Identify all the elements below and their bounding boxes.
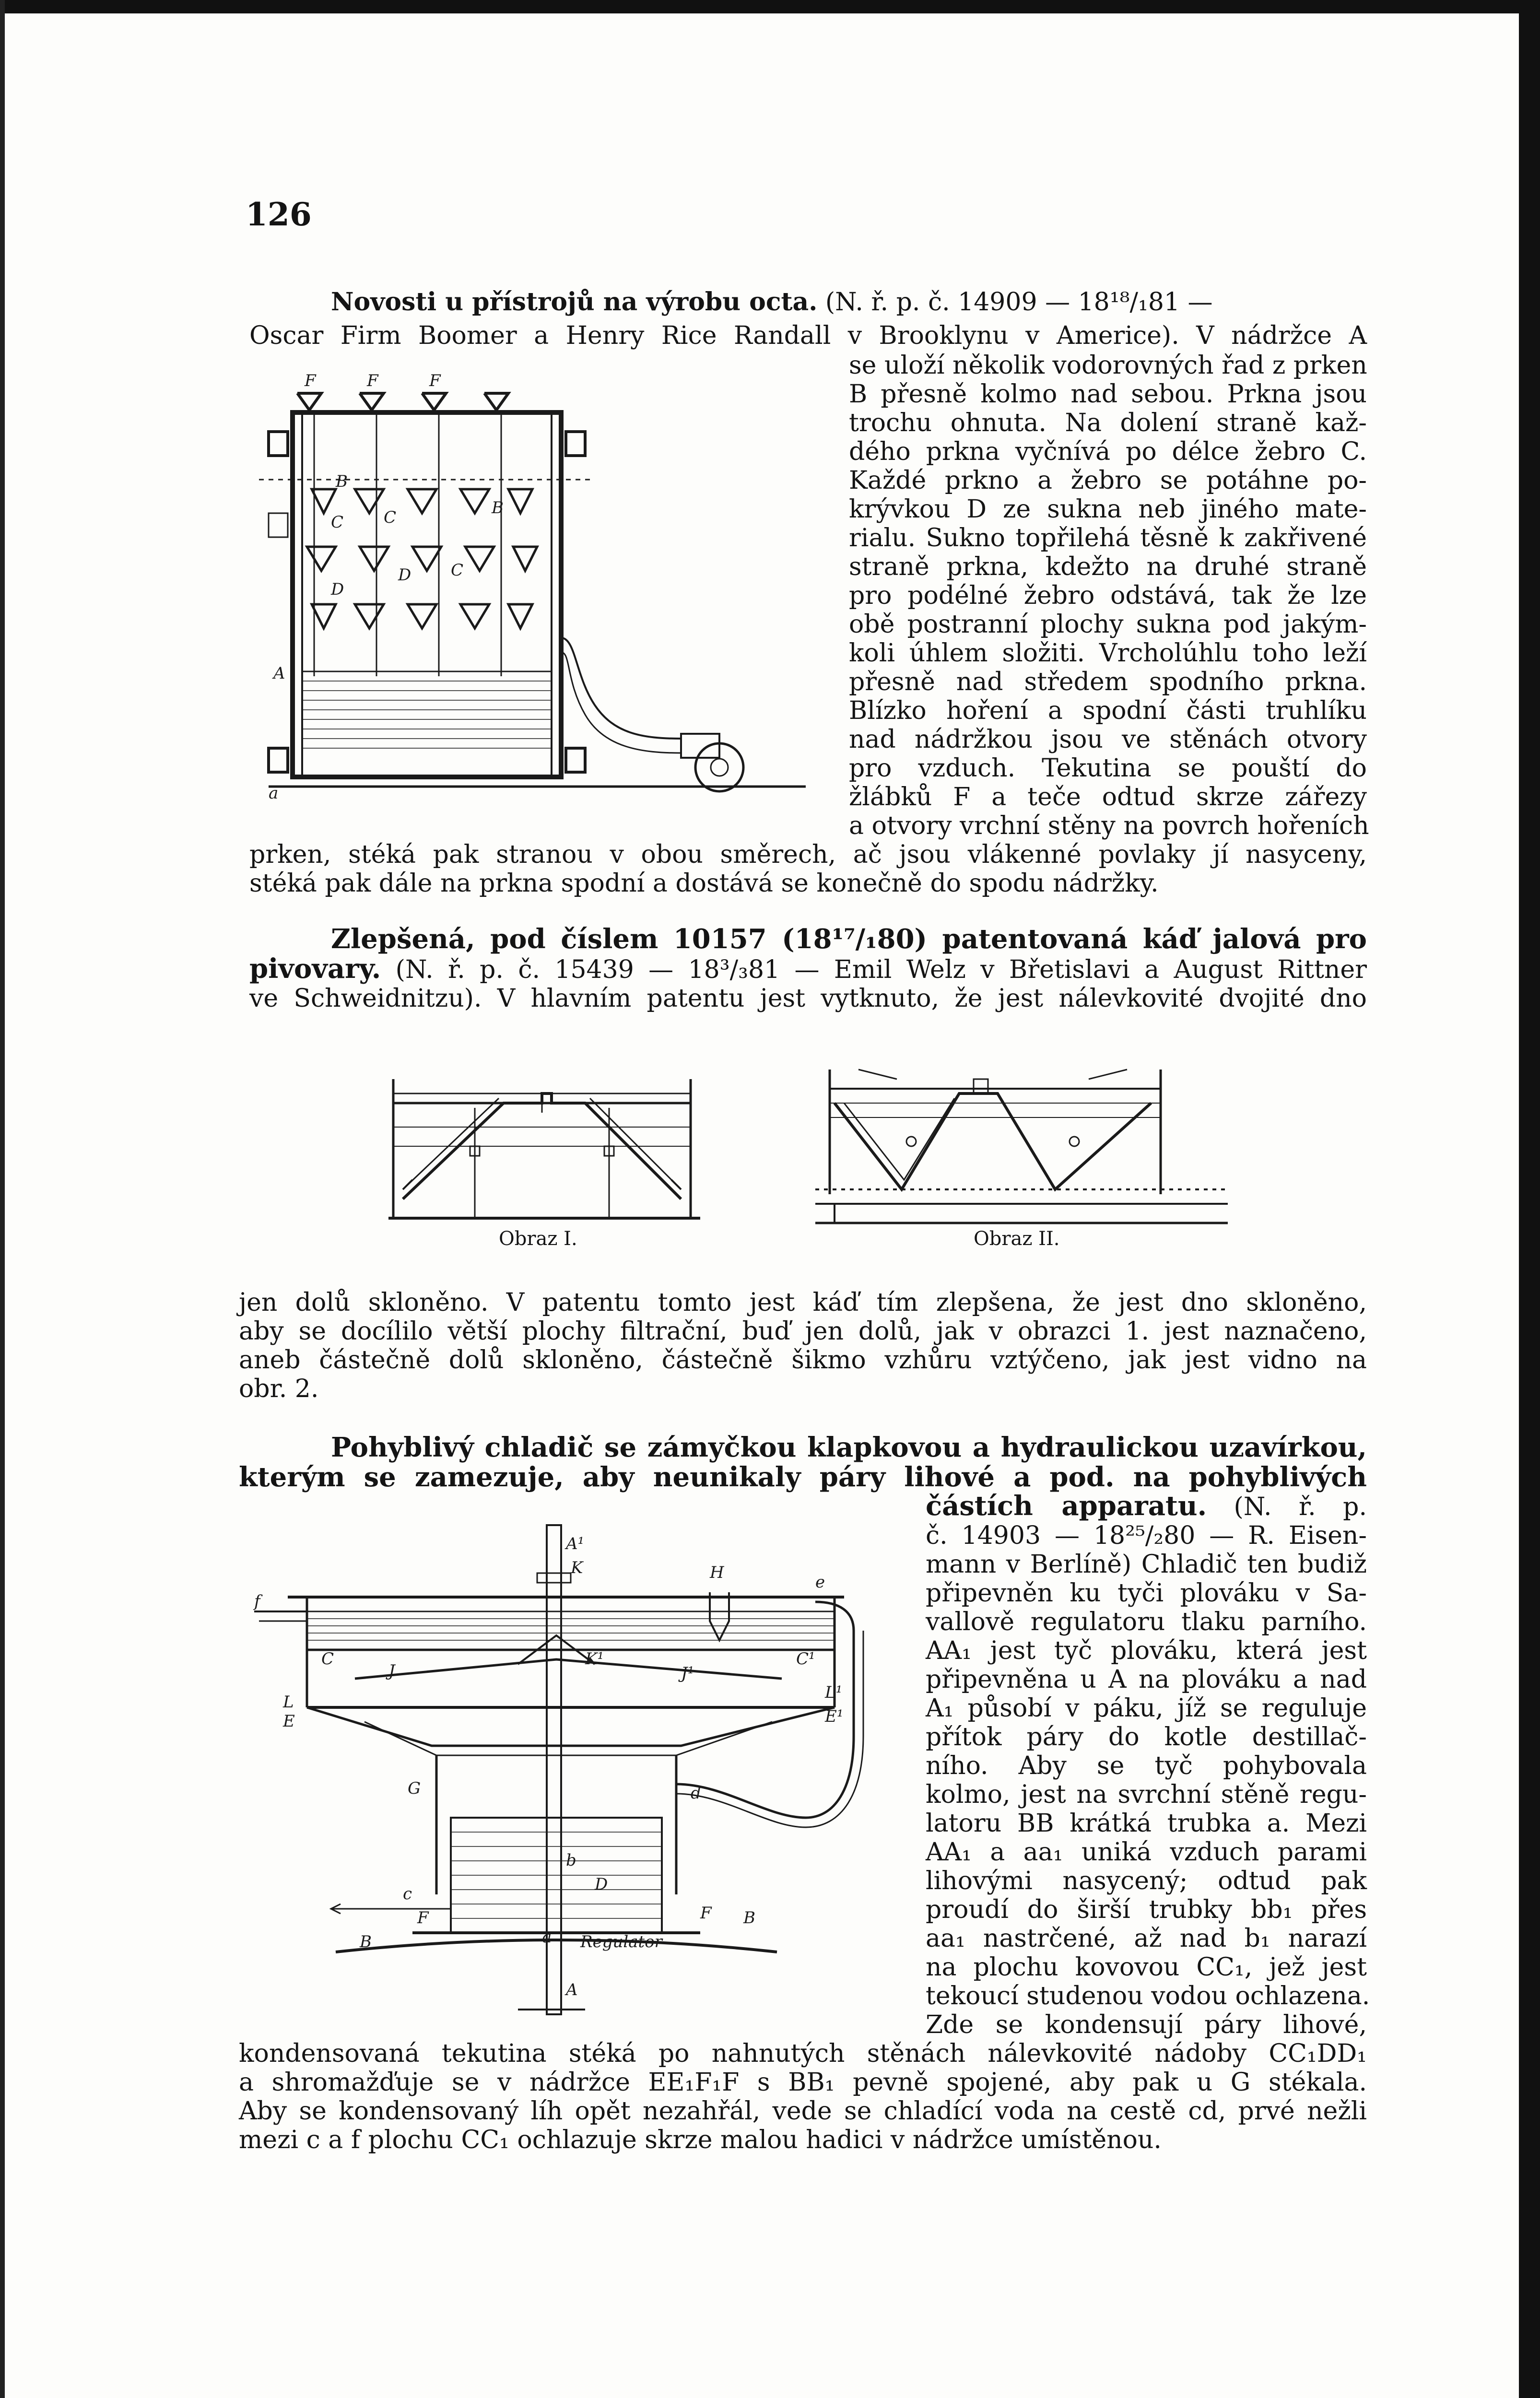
section1-line: trochu ohnuta. Na dolení straně kaž-: [849, 409, 1367, 437]
page-number: 126: [246, 196, 312, 233]
figure-label: b: [566, 1851, 576, 1870]
figure-label: A: [566, 1980, 578, 1999]
figure-label: f: [254, 1592, 260, 1611]
section3-line: kolmo, jest na svrchní stěně regu-: [926, 1780, 1367, 1809]
section2-title-end: pivovary.: [249, 953, 381, 985]
section1-line: pro podélné žebro odstává, tak že lze: [849, 581, 1367, 610]
section2-line: aneb částečně dolů skloněno, částečně šikmo vzhůru vztýčeno, jak jest vidno na: [239, 1346, 1367, 1375]
section1-line: Každé prkno a žebro se potáhne po-: [849, 466, 1367, 495]
figure-label: B: [492, 498, 504, 517]
figure-label: d: [691, 1784, 701, 1803]
section2-line: (N. ř. p. č. 15439 — 18³/₃81 — Emil Welz v Břetislavi a August Rittner: [381, 955, 1367, 984]
section3-line: připevněna u A na plováku a nad: [926, 1665, 1367, 1694]
figure-label: A¹: [566, 1534, 585, 1553]
section1-heading-line: [331, 287, 1367, 317]
figure-label: C¹: [796, 1649, 815, 1669]
section3-line: a shromažďuje se v nádržce EE₁F₁F s BB₁ pevně spojené, aby pak u G stékala.: [239, 2068, 1367, 2097]
section3-line: latoru BB krátká trubka a. Mezi: [926, 1809, 1367, 1838]
figure-label: c: [403, 1884, 412, 1904]
figure-label: L: [283, 1693, 294, 1712]
section1-line: (N. ř. p. č. 14909 — 18¹⁸/₁81 —: [817, 288, 1213, 317]
section2-line: jen dolů skloněno. V patentu tomto jest káď tím zlepšena, že jest dno skloněno,: [239, 1288, 1367, 1317]
figure-label: J¹: [681, 1664, 694, 1683]
figure-label: F: [700, 1904, 712, 1923]
section1-line: obě postranní plochy sukna pod jakým-: [849, 610, 1367, 639]
figure-label: e: [815, 1573, 825, 1592]
vinegar-apparatus-figure: [259, 369, 835, 811]
section1-line: prken, stéká pak stranou v obou směrech, ač jsou vlákenné povlaky jí nasyceny,: [249, 840, 1367, 869]
section1-line: přesně nad středem spodního prkna.: [849, 668, 1367, 696]
figure-label: K: [571, 1558, 583, 1577]
section1-line: žlábků F a teče odtud skrze zářezy: [849, 783, 1367, 811]
section3-title: Pohyblivý chladič se zámyčkou klapkovou a hydraulickou uzavírkou,: [331, 1432, 1367, 1463]
section1-title: Novosti u přístrojů na výrobu octa.: [331, 287, 818, 317]
section1-line: straně prkna, kdežto na druhé straně: [849, 552, 1367, 581]
section1-line: rialu. Sukno topřilehá těsně k zakřivené: [849, 524, 1367, 552]
figure-label: C: [321, 1649, 334, 1669]
condenser-figure: [249, 1520, 911, 2024]
figure-label: Regulator: [580, 1932, 662, 1951]
section1-line: stéká pak dále na prkna spodní a dostává se konečně do spodu nádržky.: [249, 869, 1159, 898]
scan-border-top: [0, 0, 1540, 13]
section1-line: pro vzduch. Tekutina se pouští do: [849, 754, 1367, 783]
section3-line: Aby se kondensovaný líh opět nezahřál, vede se chladící voda na cestě cd, prvé nežli: [239, 2097, 1367, 2126]
section3-line: A₁ působí v páku, jíž se reguluje: [926, 1694, 1367, 1723]
section3-line: Zde se kondensují páry lihové,: [926, 2010, 1367, 2039]
section3-line: aa₁ nastrčené, až nad b₁ narazí: [926, 1924, 1367, 1953]
figure-label: C: [384, 508, 397, 527]
figure-label: F: [417, 1908, 429, 1928]
figure-label: K¹: [585, 1649, 604, 1669]
section3-line: vallově regulatoru tlaku parního.: [926, 1608, 1367, 1636]
figure-caption: Obraz II.: [974, 1228, 1060, 1250]
section3-line: (N. ř. p.: [1207, 1493, 1367, 1521]
section3-line: kondensovaná tekutina stéká po nahnutých stěnách nálevkovité nádoby CC₁DD₁: [239, 2039, 1367, 2068]
section2-line: ve Schweidnitzu). V hlavním patentu jest vytknuto, že jest nálevkovité dvojité dno: [249, 984, 1367, 1013]
section3-title-2: kterým se zamezuje, aby neunikaly páry lihové a pod. na pohyblivých: [239, 1461, 1367, 1493]
section1-line: se uloží několik vodorovných řad z prken: [849, 351, 1367, 380]
figure-label: L¹: [825, 1683, 843, 1702]
figure-obraz-1: [384, 1074, 710, 1237]
figure-label: B: [360, 1932, 372, 1951]
figure-label: E: [283, 1712, 295, 1731]
section3-line: lihovými nasycený; odtud pak: [926, 1867, 1367, 1895]
section1-line: a otvory vrchní stěny na povrch hořeních: [849, 811, 1369, 840]
section3-line: proudí do širší trubky bb₁ přes: [926, 1895, 1367, 1924]
section3-line: připevněn ku tyči plováku v Sa-: [926, 1579, 1367, 1608]
section3-line: č. 14903 — 18²⁵/₂80 — R. Eisen-: [926, 1521, 1367, 1550]
figure-label: C: [451, 561, 464, 580]
figure-label: C: [331, 513, 344, 532]
figure-label: A: [273, 664, 285, 683]
scan-border-right: [1519, 0, 1540, 2398]
section1-line: Oscar Firm Boomer a Henry Rice Randall v Brooklynu v Americe). V nádržce A: [249, 321, 1367, 350]
figure-label: B: [743, 1908, 755, 1928]
scan-border-left: [0, 0, 5, 2398]
section3-line: na plochu kovovou CC₁, jež jest: [926, 1953, 1367, 1982]
section3-line: AA₁ a aa₁ uniká vzduch parami: [926, 1838, 1367, 1867]
figure-label: H: [710, 1563, 724, 1582]
figure-label: B: [336, 472, 348, 491]
figure-label: J: [388, 1661, 395, 1681]
figure-label: D: [398, 565, 411, 585]
section3-line: mezi c a f plochu CC₁ ochlazuje skrze malou hadici v nádržce umístěnou.: [239, 2126, 1162, 2154]
section3-line: ního. Aby se tyč pohybovala: [926, 1751, 1367, 1780]
section1-line: Blízko hoření a spodní části truhlíku: [849, 696, 1367, 725]
section3-line: mann v Berlíně) Chladič ten budiž: [926, 1550, 1367, 1579]
figure-label: G: [408, 1779, 421, 1798]
section1-line: dého prkna vyčnívá po délce žebro C.: [849, 437, 1367, 466]
figure-label: D: [595, 1875, 608, 1894]
figure-caption: Obraz I.: [499, 1228, 577, 1250]
section1-line: koli úhlem složiti. Vrcholúhlu toho leží: [849, 639, 1367, 668]
figure-obraz-2: [815, 1050, 1237, 1242]
figure-label: a: [542, 1928, 552, 1947]
figure-label: F: [367, 371, 378, 390]
figure-label: a: [269, 784, 279, 803]
section2-line: obr. 2.: [239, 1375, 319, 1403]
figure-label: D: [331, 580, 344, 599]
section3-heading-line: [926, 1490, 1367, 1522]
section1-line: nad nádržkou jsou ve stěnách otvory: [849, 725, 1367, 754]
section2-heading-line: [249, 953, 1367, 985]
section3-line: AA₁ jest tyč plováku, která jest: [926, 1636, 1367, 1665]
figure-label: F: [305, 371, 316, 390]
section3-title-3: částích apparatu.: [926, 1490, 1207, 1522]
figure-label: E¹: [825, 1707, 844, 1726]
section2-title: Zlepšená, pod číslem 10157 (18¹⁷/₁80) patentovaná káď jalová pro: [331, 923, 1367, 955]
section1-line: B přesně kolmo nad sebou. Prkna jsou: [849, 380, 1367, 409]
section1-line: krývkou D ze sukna neb jiného mate-: [849, 495, 1367, 524]
section3-line: tekoucí studenou vodou ochlazena.: [926, 1982, 1370, 2010]
section2-line: aby se docílilo větší plochy filtrační, buď jen dolů, jak v obrazci 1. jest naznačeno,: [239, 1317, 1367, 1346]
figure-label: F: [429, 371, 441, 390]
section3-line: přítok páry do kotle destillač-: [926, 1723, 1367, 1751]
